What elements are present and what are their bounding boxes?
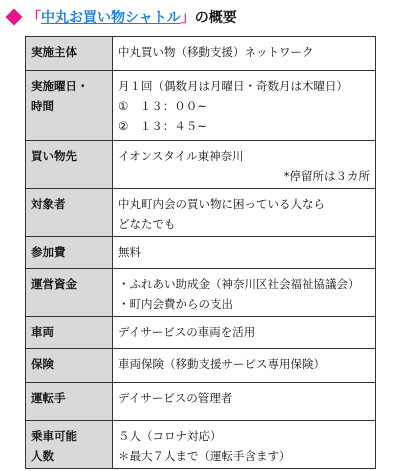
- diamond-bullet-icon: [6, 9, 23, 26]
- row-value: [113, 421, 376, 469]
- row-label: [26, 189, 113, 237]
- row-capacity: [26, 421, 376, 469]
- value-line: イオンスタイル東神奈川: [118, 149, 244, 163]
- row-value: [113, 383, 376, 421]
- title-service-name: 中丸お買い物シャトル: [41, 10, 181, 26]
- row-value: [113, 71, 376, 141]
- section-header: [0, 0, 400, 34]
- value-line: 車両保険（移動支援サービス専用保険）: [118, 357, 325, 371]
- value-line: 月１回（偶数月は月曜日・奇数月は木曜日）: [118, 79, 348, 93]
- row-driver: [26, 383, 376, 421]
- value-line: デイサービスの車両を活用: [118, 325, 256, 339]
- label-line: 運営資金: [31, 277, 77, 291]
- row-label: [26, 141, 113, 189]
- label-line: 参加費: [31, 245, 66, 259]
- row-value: [113, 37, 376, 71]
- row-value: [113, 141, 376, 189]
- value-line: ① １３：００~: [118, 99, 207, 113]
- label-line: 乗車可能: [31, 429, 77, 443]
- value-line: ・町内会費からの支出: [118, 297, 233, 311]
- value-line: 中丸買い物（移動支援）ネットワーク: [118, 45, 314, 59]
- value-line: ② １３：４５~: [118, 119, 207, 133]
- value-line: ＊最大７人まで（運転手含ます）: [118, 449, 291, 463]
- overview-table: [25, 36, 376, 469]
- label-line: 車両: [31, 325, 54, 339]
- row-organizer: [26, 37, 376, 71]
- value-line: どなたでも: [118, 217, 176, 231]
- title-open-bracket: 「: [27, 10, 41, 26]
- value-line: 中丸町内会の買い物に困っている人なら: [118, 197, 325, 211]
- label-line: 人数: [31, 449, 54, 463]
- row-value: [113, 189, 376, 237]
- label-line: 時間: [31, 99, 54, 113]
- row-label: [26, 349, 113, 383]
- label-line: 保険: [31, 357, 54, 371]
- row-schedule: [26, 71, 376, 141]
- label-line: 実施曜日・: [31, 79, 89, 93]
- row-eligibility: [26, 189, 376, 237]
- row-value: [113, 237, 376, 269]
- value-line: ５人（コロナ対応）: [118, 429, 222, 443]
- label-line: 対象者: [31, 197, 66, 211]
- row-label: [26, 37, 113, 71]
- title-close-bracket: 」: [180, 10, 195, 26]
- row-funding: [26, 269, 376, 317]
- row-fee: [26, 237, 376, 269]
- row-value: [113, 269, 376, 317]
- row-value: [113, 317, 376, 349]
- label-line: 運転手: [31, 391, 66, 405]
- row-label: [26, 383, 113, 421]
- row-label: [26, 317, 113, 349]
- section-title: [27, 7, 237, 27]
- row-destination: [26, 141, 376, 189]
- row-label: [26, 71, 113, 141]
- value-line: 無料: [118, 245, 141, 259]
- value-line: ・ふれあい助成金（神奈川区社会福祉協議会）: [118, 277, 360, 291]
- row-label: [26, 421, 113, 469]
- stop-count-note: *停留所は３カ所: [283, 169, 370, 183]
- value-line: デイサービスの管理者: [118, 391, 233, 405]
- row-label: [26, 269, 113, 317]
- label-line: 実施主体: [31, 45, 77, 59]
- row-value: [113, 349, 376, 383]
- title-suffix: の概要: [194, 10, 237, 26]
- row-insurance: [26, 349, 376, 383]
- label-line: 買い物先: [31, 149, 77, 163]
- row-vehicle: [26, 317, 376, 349]
- row-label: [26, 237, 113, 269]
